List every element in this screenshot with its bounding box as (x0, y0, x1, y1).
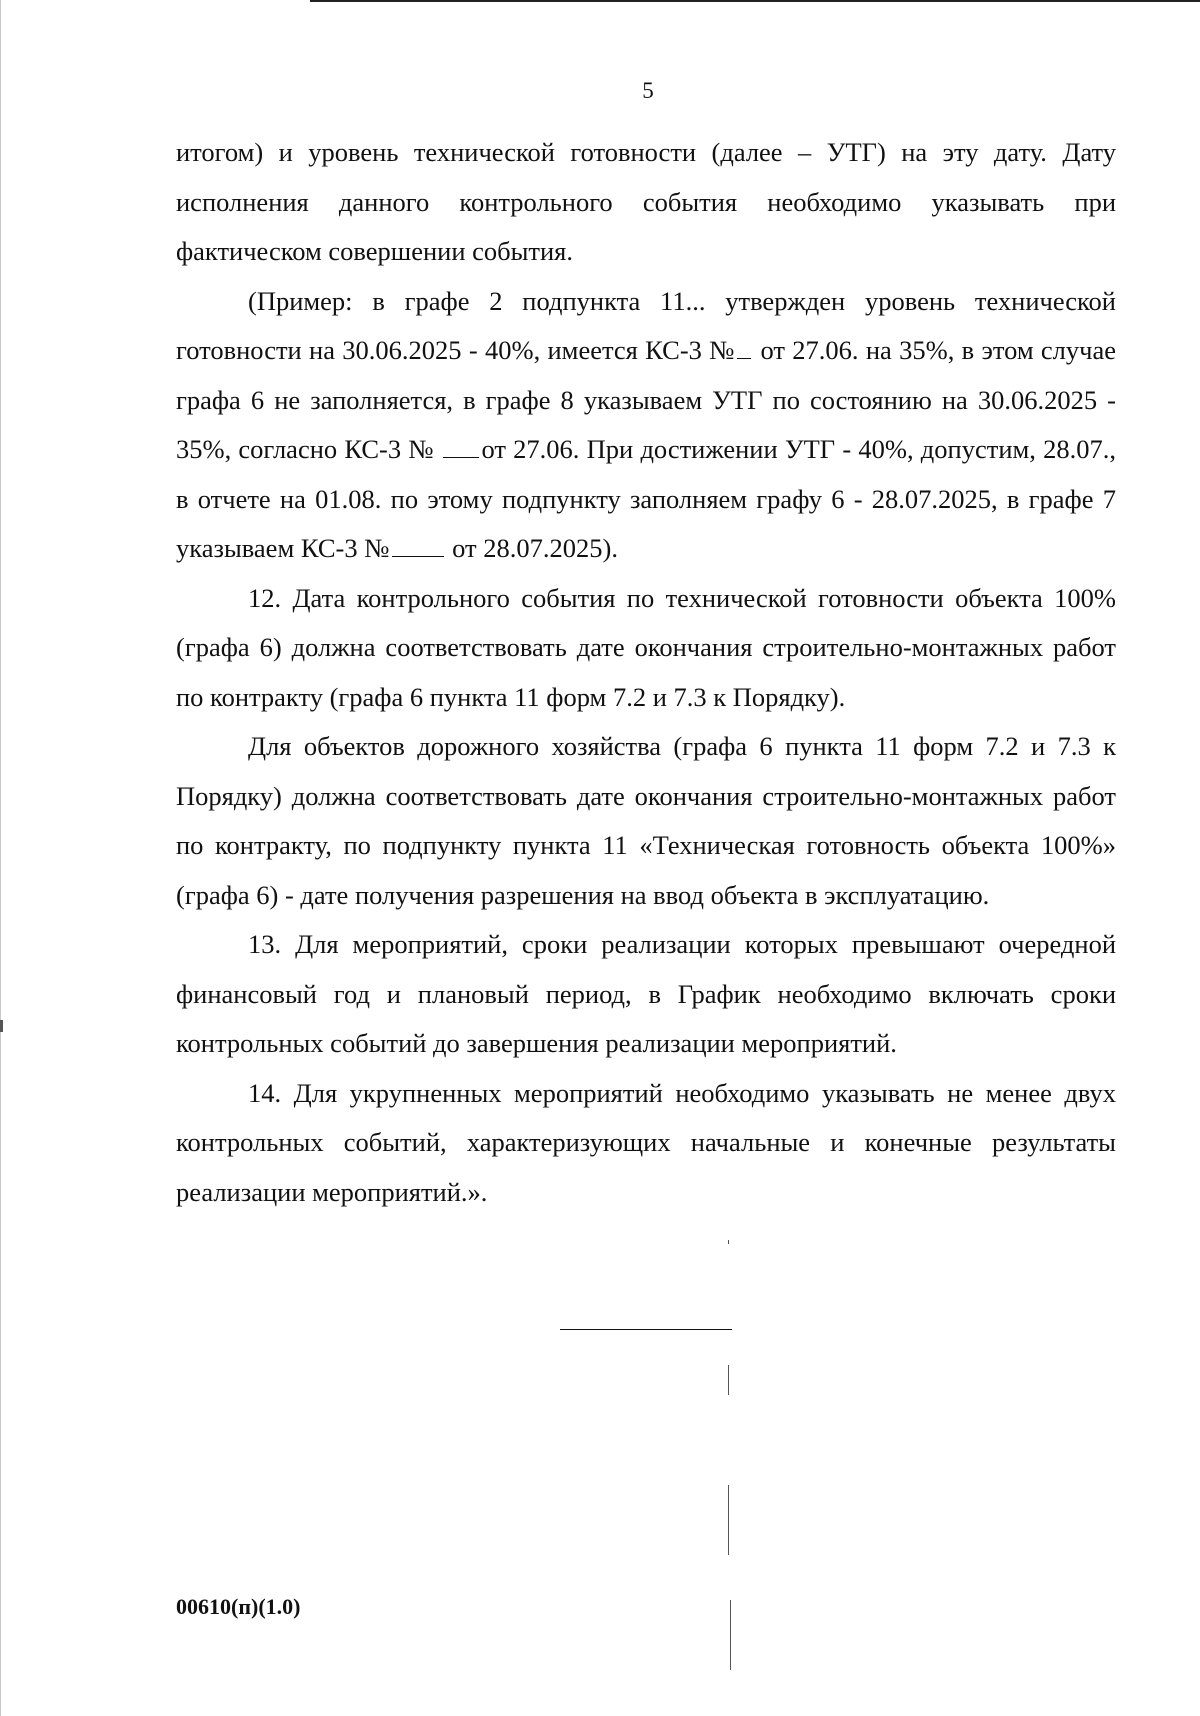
example-text-part-2: от 27.06. на 35%, в этом случае графа 6 не заполняется, в графе 8 указываем УТГ по состоянию на 30.06.2025 - 35%, согласно КС-3 № (176, 335, 1116, 464)
scan-left-edge (0, 0, 1, 1716)
blank-line (737, 334, 751, 359)
blank-line (392, 532, 444, 557)
scan-top-border (310, 0, 1200, 2)
example-text-part-1: (Пример: в графе 2 подпункта 11... утвержден уровень технической готовности на 30.06.2025 - 40%, имеется КС-3 № (176, 285, 1116, 365)
scan-artifact (728, 1240, 729, 1244)
document-code: 00610(п)(1.0) (176, 1594, 301, 1619)
paragraph-item-12: 12. Дата контрольного события по технической готовности объекта 100% (графа 6) должна соответствовать дате окончания строительно-монтажных работ по контракту (графа 6 пункта 11 форм 7.2 и 7.3 к Порядку). (176, 582, 1116, 712)
scan-artifact (0, 1020, 3, 1032)
example-text-part-3: от 27.06. При достижении УТГ - 40%, допустим, 28.07., в отчете на 01.08. по этому подпункту заполняем графу 6 - 28.07.2025, в графе 7 указываем КС-3 № (176, 434, 1116, 563)
example-text-part-4: от 28.07.2025). (445, 533, 618, 563)
paragraph-example (176, 277, 1116, 574)
scan-artifact (730, 1600, 731, 1670)
paragraph-item-14: 14. Для укрупненных мероприятий необходимо указывать не менее двух контрольных событий, характеризующих начальные и конечные результаты реализации мероприятий.». (176, 1077, 1116, 1207)
end-of-text-rule (560, 1329, 732, 1330)
scan-artifact (728, 1485, 729, 1555)
scan-artifact (728, 1365, 729, 1395)
page-number: 5 (642, 78, 654, 103)
paragraph-item-13: 13. Для мероприятий, сроки реализации которых превышают очередной финансовый год и плановый период, в График необходимо включать сроки контрольных событий до завершения реализации мероприятий. (176, 929, 1116, 1058)
blank-line (443, 433, 479, 458)
paragraph-road-objects: Для объектов дорожного хозяйства (графа 6 пункта 11 форм 7.2 и 7.3 к Порядку) должна соответствовать дате окончания строительно-монтажных работ по контракту, по подпункту пункта 11 «Техническая готовность объекта 100%» (графа 6) - дате получения разрешения на ввод объекта в эксплуатацию. (176, 731, 1116, 910)
document-body (176, 128, 1116, 1217)
paragraph-continuation: итогом) и уровень технической готовности (далее – УТГ) на эту дату. Дату исполнения данного контрольного события необходимо указывать при фактическом совершении события. (176, 137, 1116, 266)
